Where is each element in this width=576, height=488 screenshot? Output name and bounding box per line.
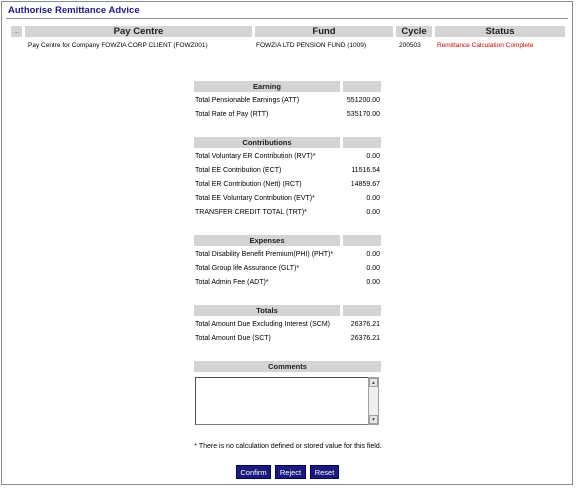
total-value: 26376.21 [350, 335, 380, 342]
cycle-header[interactable]: Cycle [395, 25, 433, 38]
earning-value-header [342, 80, 382, 93]
earning-value: 535170.00 [346, 111, 380, 118]
expense-value: 0.00 [366, 251, 380, 258]
contribution-value: 0.00 [366, 209, 380, 216]
total-label: Total Amount Due (SCT) [195, 335, 271, 342]
scroll-down-icon[interactable]: ▼ [369, 415, 378, 424]
expense-value: 0.00 [366, 265, 380, 272]
expenses-section-header: Expenses [193, 234, 341, 247]
scroll-up-icon[interactable]: ▲ [369, 378, 378, 387]
page-title: Authorise Remittance Advice [8, 5, 140, 16]
earning-section-header: Earning [193, 80, 341, 93]
pay-centre-cell[interactable]: Pay Centre for Company FOWZIA CORP CLIENT (FOWZ001) [28, 42, 208, 49]
footnote: * There is no calculation defined or stored value for this field. [194, 443, 382, 450]
confirm-button[interactable]: Confirm [236, 465, 271, 479]
total-value: 26376.21 [350, 321, 380, 328]
expense-label: Total Group life Assurance (GLT)* [195, 265, 300, 272]
cycle-cell[interactable]: 200503 [399, 42, 421, 49]
status-header[interactable]: Status [434, 25, 566, 38]
expenses-value-header [342, 234, 382, 247]
contributions-section-header: Contributions [193, 136, 341, 149]
select-column-header[interactable]: ... [10, 25, 23, 38]
fund-header[interactable]: Fund [254, 25, 394, 38]
expense-label: Total Admin Fee (ADT)* [195, 279, 269, 286]
fund-cell[interactable]: FOWZIA LTD PENSION FUND (1009) [256, 42, 367, 49]
contribution-label: Total Voluntary ER Contribution (RVT)* [195, 153, 316, 160]
reject-button[interactable]: Reject [275, 465, 306, 479]
contribution-value: 0.00 [366, 195, 380, 202]
contributions-value-header [342, 136, 382, 149]
reset-button[interactable]: Reset [310, 465, 339, 479]
expense-label: Total Disability Benefit Premium(PHI) (PHT)* [195, 251, 334, 258]
contribution-label: Total EE Voluntary Contribution (EVT)* [195, 195, 315, 202]
pay-centre-header[interactable]: Pay Centre [24, 25, 253, 38]
title-divider [6, 18, 568, 19]
comments-textarea[interactable] [195, 377, 379, 425]
contribution-value: 0.00 [366, 153, 380, 160]
earning-label: Total Rate of Pay (RTT) [195, 111, 269, 118]
contribution-value: 14859.67 [350, 181, 380, 188]
totals-section-header: Totals [193, 304, 341, 317]
contribution-value: 11516.54 [351, 167, 380, 174]
earning-value: 551200.00 [346, 97, 380, 104]
totals-value-header [342, 304, 382, 317]
comments-section-header: Comments [193, 360, 382, 373]
contribution-label: TRANSFER CREDIT TOTAL (TRT)* [195, 209, 307, 216]
earning-label: Total Pensionable Earnings (ATT) [195, 97, 300, 104]
expense-value: 0.00 [366, 279, 380, 286]
contribution-label: Total ER Contribution (Nett) (RCT) [195, 181, 302, 188]
contribution-label: Total EE Contribution (ECT) [195, 167, 282, 174]
total-label: Total Amount Due Excluding Interest (SCM) [195, 321, 331, 328]
status-cell[interactable]: Remittance Calculation Complete [437, 42, 534, 49]
comments-scrollbar[interactable] [368, 377, 379, 425]
